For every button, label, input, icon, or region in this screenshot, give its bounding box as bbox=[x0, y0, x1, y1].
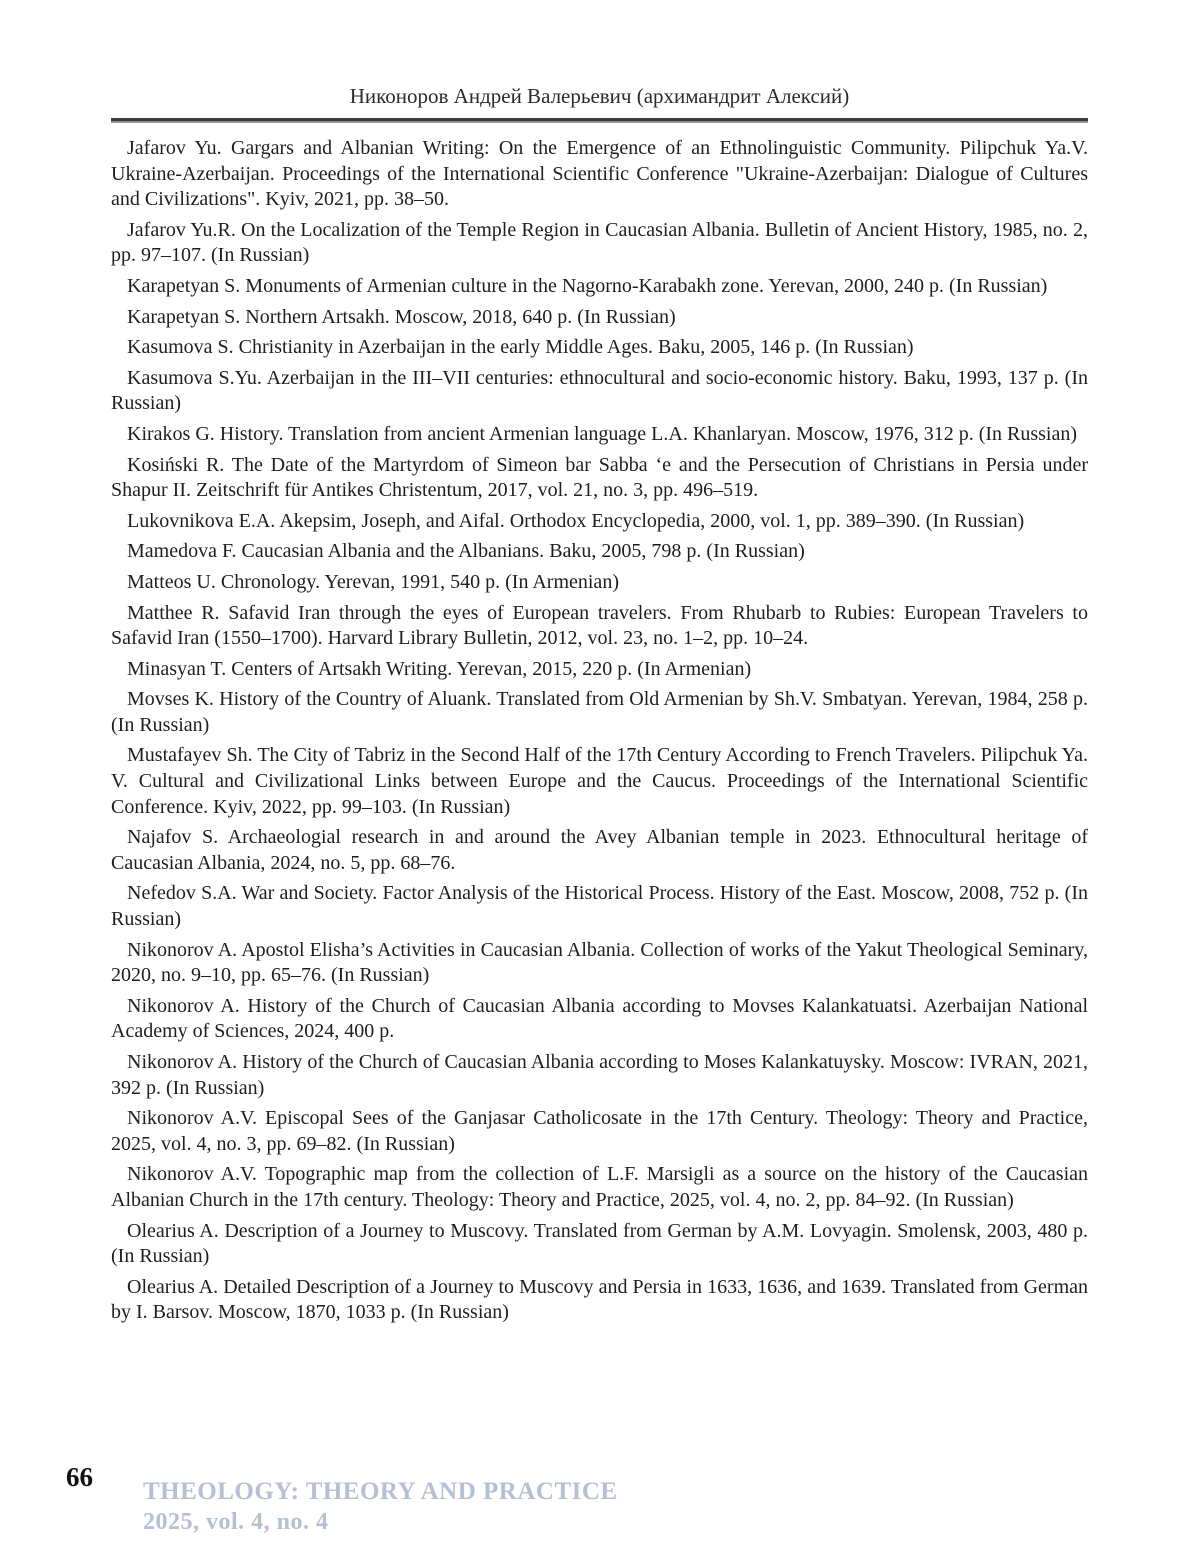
reference-item: Karapetyan S. Northern Artsakh. Moscow, 2018, 640 p. (In Russian) bbox=[127, 305, 676, 328]
journal-footer bbox=[143, 1477, 618, 1537]
page-number: 66 bbox=[66, 1462, 93, 1492]
reference-item: Nikonorov A. Apostol Elisha’s Activities in Caucasian Albania. Collection of works of the Yakut Theological Seminary, 2020, no. 9–10, pp. 65–76. (In Russian) bbox=[111, 938, 1088, 987]
page-header-author: Никоноров Андрей Валерьевич (архимандрит Алексий) bbox=[349, 84, 850, 108]
reference-item: Movses K. History of the Country of Aluank. Translated from Old Armenian by Sh.V. Smbatyan. Yerevan, 1984, 258 p. (In Russian) bbox=[111, 688, 1088, 736]
reference-item: Kasumova S.Yu. Azerbaijan in the III–VII centuries: ethnocultural and socio-economic history. Baku, 1993, 137 p. (In Russian) bbox=[111, 366, 1088, 415]
reference-item: Minasyan T. Centers of Artsakh Writing. Yerevan, 2015, 220 p. (In Armenian) bbox=[127, 657, 752, 680]
reference-item: Kasumova S. Christianity in Azerbaijan in the early Middle Ages. Baku, 2005, 146 p. (In Russian) bbox=[127, 336, 914, 359]
reference-item: Mustafayev Sh. The City of Tabriz in the Second Half of the 17th Century According to French Travelers. Pilipchuk Ya. V. Cultural and Civilizational Links between Europe and the Caucus. Proceedings of the International Scientific Conference. Kyiv, 2022, pp. 99–103. (In Russian) bbox=[111, 744, 1088, 818]
page-content bbox=[111, 84, 1088, 1331]
reference-item: Nikonorov A. History of the Church of Caucasian Albania according to Moses Kalankatuysky. Moscow: IVRAN, 2021, 392 p. (In Russian) bbox=[111, 1051, 1088, 1099]
reference-item: Olearius A. Description of a Journey to Muscovy. Translated from German by A.M. Lovyagin. Smolensk, 2003, 480 p. (In Russian) bbox=[111, 1219, 1088, 1268]
reference-item: Karapetyan S. Monuments of Armenian culture in the Nagorno-Karabakh zone. Yerevan, 2000, 240 p. (In Russian) bbox=[127, 274, 1048, 297]
reference-item: Kosiński R. The Date of the Martyrdom of Simeon bar Sabba ‘e and the Persecution of Christians in Persia under Shapur II. Zeitschrift für Antikes Christentum, 2017, vol. 21, no. 3, pp. 496–519. bbox=[111, 453, 1088, 502]
reference-item: Matteos U. Chronology. Yerevan, 1991, 540 p. (In Armenian) bbox=[127, 570, 619, 593]
reference-item: Nikonorov A.V. Topographic map from the collection of L.F. Marsigli as a source on the history of the Caucasian Albanian Church in the 17th century. Theology: Theory and Practice, 2025, vol. 4, no. 2, pp. 84–92. (In Russian) bbox=[111, 1163, 1088, 1211]
reference-item: Jafarov Yu.R. On the Localization of the Temple Region in Caucasian Albania. Bulletin of Ancient History, 1985, no. 2, pp. 97–107. (In Russian) bbox=[111, 218, 1088, 267]
references-list bbox=[111, 136, 1088, 1326]
journal-title: THEOLOGY: THEORY AND PRACTICE bbox=[143, 1478, 618, 1505]
journal-issue: 2025, vol. 4, no. 4 bbox=[143, 1509, 329, 1535]
reference-item: Lukovnikova E.A. Akepsim, Joseph, and Aifal. Orthodox Encyclopedia, 2000, vol. 1, pp. 389–390. (In Russian) bbox=[127, 509, 1025, 532]
reference-item: Nefedov S.A. War and Society. Factor Analysis of the Historical Process. History of the East. Moscow, 2008, 752 p. (In Russian) bbox=[111, 882, 1088, 931]
reference-item: Kirakos G. History. Translation from ancient Armenian language L.A. Khanlaryan. Moscow, 1976, 312 p. (In Russian) bbox=[127, 422, 1078, 445]
reference-item: Najafov S. Archaeologial research in and around the Avey Albanian temple in 2023. Ethnocultural heritage of Caucasian Albania, 2024, no. 5, pp. 68–76. bbox=[111, 826, 1088, 874]
reference-item: Olearius A. Detailed Description of a Journey to Muscovy and Persia in 1633, 1636, and 1639. Translated from German by I. Barsov. Moscow, 1870, 1033 p. (In Russian) bbox=[111, 1275, 1088, 1324]
reference-item: Nikonorov A. History of the Church of Caucasian Albania according to Movses Kalankatuatsi. Azerbaijan National Academy of Sciences, 2024, 400 p. bbox=[111, 994, 1088, 1043]
reference-item: Mamedova F. Caucasian Albania and the Albanians. Baku, 2005, 798 p. (In Russian) bbox=[127, 540, 805, 563]
header-divider bbox=[111, 118, 1088, 123]
reference-item: Matthee R. Safavid Iran through the eyes of European travelers. From Rhubarb to Rubies: European Travelers to Safavid Iran (1550–1700). Harvard Library Bulletin, 2012, vol. 23, no. 1–2, pp. 10–24. bbox=[111, 601, 1088, 650]
reference-item: Nikonorov A.V. Episcopal Sees of the Ganjasar Catholicosate in the 17th Century. Theology: Theory and Practice, 2025, vol. 4, no. 3, pp. 69–82. (In Russian) bbox=[111, 1107, 1088, 1155]
reference-item: Jafarov Yu. Gargars and Albanian Writing: On the Emergence of an Ethnolinguistic Community. Pilipchuk Ya.V. Ukraine-Azerbaijan. Proceedings of the International Scientific Conference "Ukraine-Azerbaijan: Dialogue of Cultures and Civilizations". Kyiv, 2021, pp. 38–50. bbox=[111, 137, 1088, 211]
